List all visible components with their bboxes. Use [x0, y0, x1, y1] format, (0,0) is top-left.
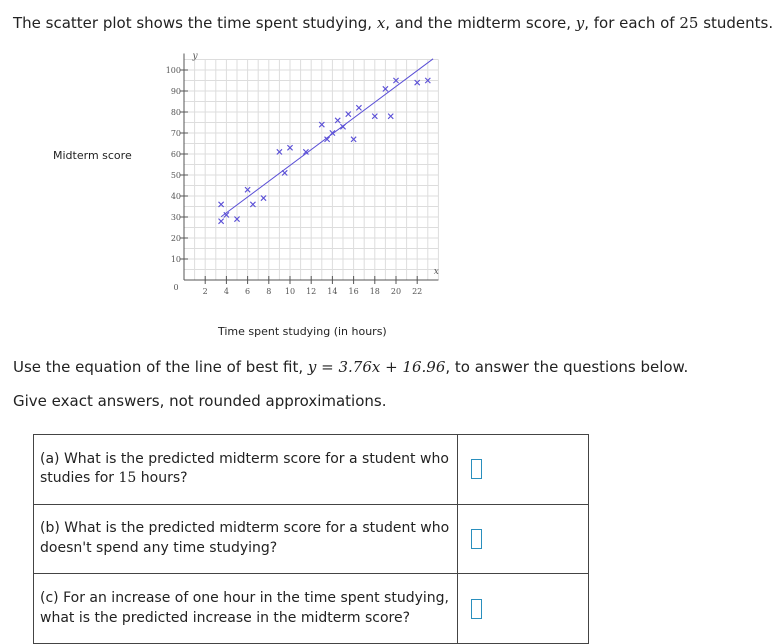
equation-suffix: , to answer the questions below.: [445, 358, 689, 376]
y-tick-label: 40: [170, 192, 181, 201]
best-fit-line: [221, 59, 433, 217]
question-a-after: hours?: [136, 470, 188, 487]
x-tick-label: 12: [306, 287, 317, 296]
y-tick-label: 30: [170, 213, 181, 222]
question-row-b: [34, 504, 589, 574]
data-points: [219, 78, 431, 224]
question-a-before: (a) What is the predicted midterm score for a student who studies for: [40, 450, 449, 487]
question-row-c: [34, 574, 589, 644]
y-tick-label: 50: [170, 171, 181, 180]
y-tick-label: 90: [170, 87, 181, 96]
data-point: [356, 105, 361, 110]
y-variable-label: y: [192, 51, 198, 62]
x-tick-label: 22: [412, 287, 423, 296]
intro-mid1: , and the midterm score,: [385, 14, 576, 32]
x-axis-label: Time spent studying (in hours): [218, 325, 387, 338]
plot-grid: [184, 60, 438, 281]
question-c-text: [34, 574, 458, 644]
intro-prefix: The scatter plot shows the time spent studying,: [13, 14, 377, 32]
intro-suffix: students.: [698, 14, 773, 32]
data-point: [388, 114, 393, 119]
y-tick-label: 10: [170, 255, 181, 264]
x-tick-label: 2: [202, 287, 208, 296]
question-b-text: [34, 504, 458, 574]
questions-table: [33, 434, 589, 644]
y-tick-label: 20: [170, 234, 181, 243]
answer-input-c[interactable]: [471, 599, 482, 619]
question-b-answer-cell: [457, 504, 588, 574]
x-tick-label: 16: [348, 287, 359, 296]
equation-instruction: [13, 358, 688, 376]
x-tick-label: 6: [245, 287, 251, 296]
best-fit-line-group: [221, 59, 433, 217]
problem-intro: [13, 14, 773, 32]
x-tick-label: 20: [390, 287, 402, 296]
y-tick-label: 80: [170, 108, 181, 117]
question-a-text: [34, 435, 458, 505]
question-a-value: 15: [118, 470, 137, 487]
question-c-answer-cell: [457, 574, 588, 644]
question-c-before: (c) For an increase of one hour in the time spent studying, what is the predicted increase in the midterm score?: [40, 590, 449, 626]
equation-prefix: Use the equation of the line of best fit,: [13, 358, 308, 376]
y-axis-label: Midterm score: [53, 149, 132, 162]
var-x: x: [376, 14, 386, 32]
exact-answer-note: Give exact answers, not rounded approximations.: [13, 392, 387, 410]
scatter-plot: [160, 52, 450, 300]
data-point: [219, 219, 224, 224]
y-tick-label: 60: [170, 150, 181, 159]
answer-input-b[interactable]: [471, 529, 482, 549]
y-tick-label: 70: [170, 129, 181, 138]
answer-input-a[interactable]: [471, 459, 482, 479]
intro-mid2: , for each of: [584, 14, 680, 32]
x-tick-label: 18: [369, 287, 380, 296]
student-count: 25: [679, 14, 699, 32]
x-variable-label: x: [433, 267, 439, 277]
question-b-before: (b) What is the predicted midterm score for a student who doesn't spend any time studying?: [40, 520, 450, 556]
question-a-answer-cell: [457, 435, 588, 505]
x-tick-label: 4: [223, 287, 229, 296]
best-fit-equation: y = 3.76x + 16.96: [307, 358, 446, 376]
question-row-a: [34, 435, 589, 505]
y-tick-label: 100: [165, 66, 181, 75]
x-tick-label: 14: [327, 287, 338, 296]
x-tick-label: 10: [284, 287, 296, 296]
x-tick-label: 8: [266, 287, 272, 296]
var-y: y: [575, 14, 585, 32]
origin-label: 0: [173, 283, 179, 292]
